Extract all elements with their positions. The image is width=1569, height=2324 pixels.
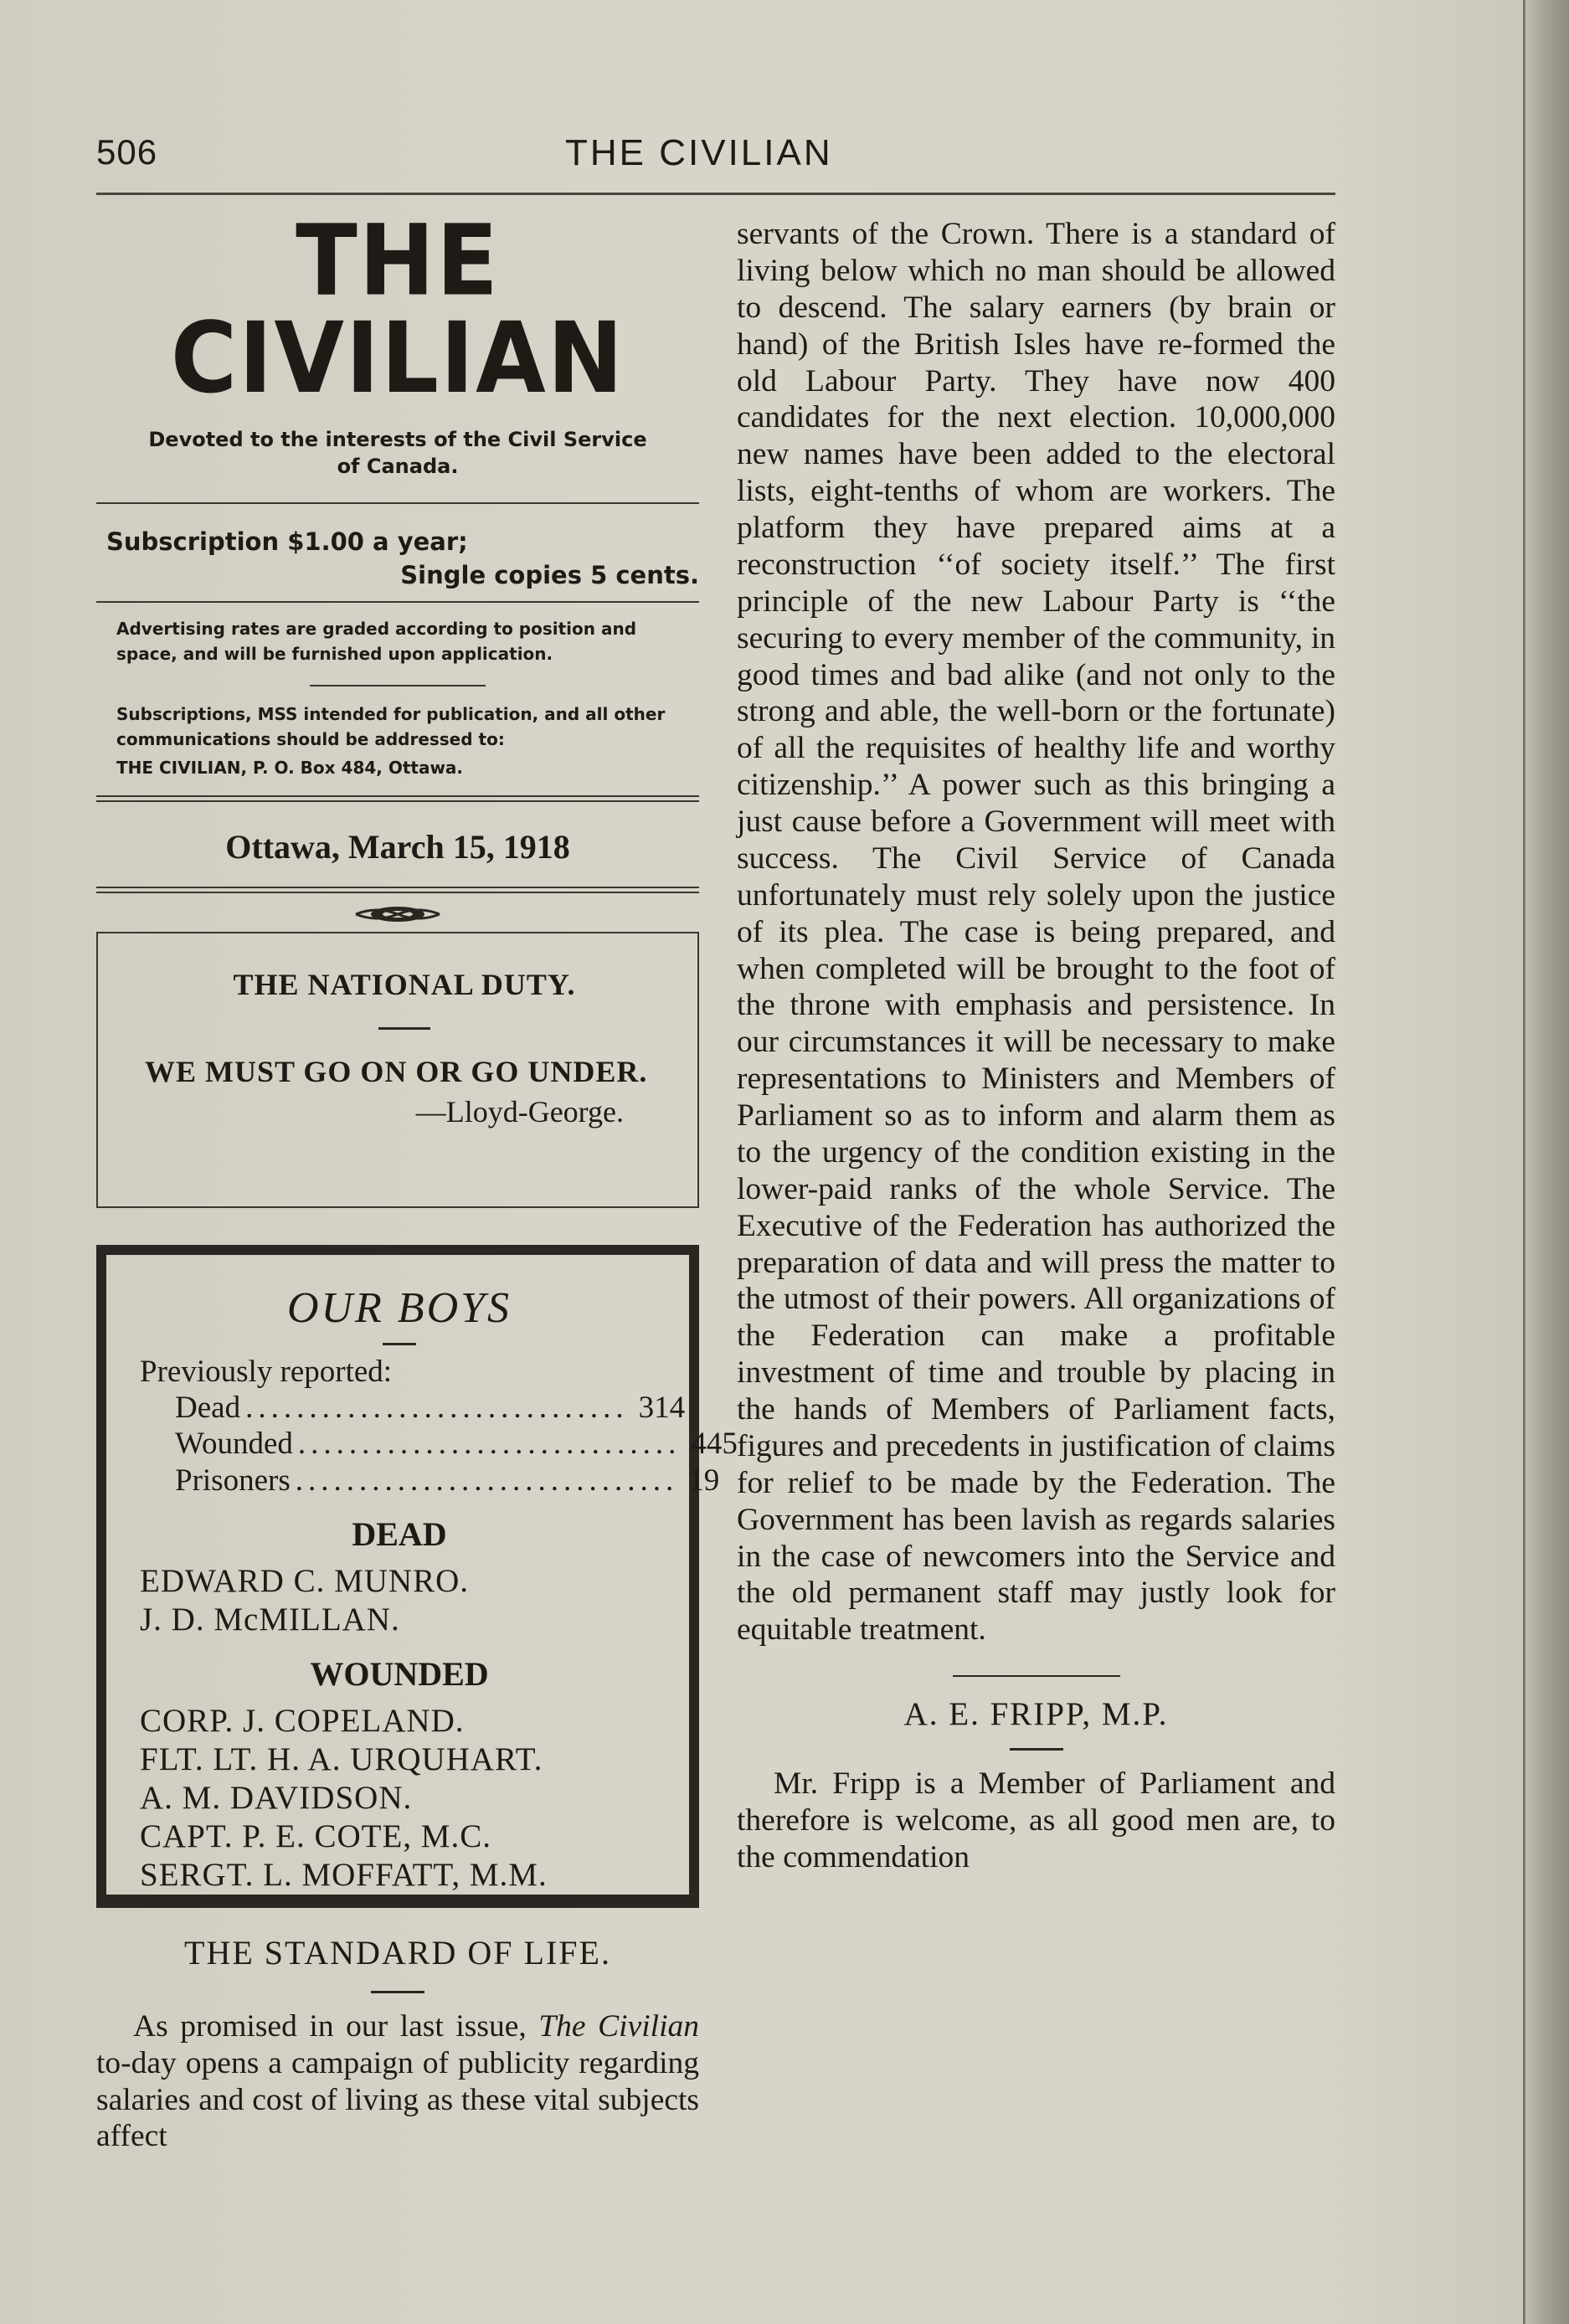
tally-value: 19 (688, 1463, 720, 1499)
single-copy-price: Single copies 5 cents. (400, 560, 699, 589)
leader-dots: .............................. (297, 1427, 682, 1462)
casualty-name: J. D. McMILLAN. (140, 1601, 400, 1638)
standard-of-life-paragraph (96, 2008, 699, 2156)
right-column (737, 216, 1335, 1876)
fripp-divider (1010, 1748, 1063, 1751)
paragraph-rest: to-day opens a campaign of publicity regarding salaries and cost of living as these vital subjects affect (96, 2045, 699, 2154)
left-column (96, 204, 738, 2155)
tally-row (140, 1390, 686, 1427)
binding-gutter (1523, 0, 1569, 2324)
subscription-rule (96, 601, 699, 603)
paragraph-start: As promised in our last issue, (133, 2008, 527, 2044)
wounded-heading: WOUNDED (310, 1654, 489, 1693)
masthead-subtitle (96, 426, 699, 481)
tally-row (140, 1463, 720, 1499)
leader-dots: .............................. (245, 1390, 629, 1425)
casualty-name: CORP. J. COPELAND. (140, 1702, 465, 1739)
casualty-name: CAPT. P. E. COTE, M.C. (140, 1818, 491, 1854)
standard-of-life-continued: servants of the Crown. There is a standard of living below which no man should be allowed to descend. The salary earners (by brain or hand) of the British Isles have re-formed the old Labour Party. They have now 400 candidates for the next election. 10,000,000 new names have been added to the electoral lists, eight-tenths of whom are workers. The platform they have prepared aims at a reconstruction ‘‘of society itself.’’ The first principle of the new Labour Party is ‘‘the securing to every member of the community, in good times and bad alike (and not only to the strong and able, the well-born or the fortunate) of all the requisites of healthy life and worthy citizenship.’’ A power such as this bringing a just cause before a Government will meet with success. The Civil Service of Canada unfortunately must rely solely upon the justice of its plea. The case is being prepared, and when completed will be brought to the foot of the throne with emphasis and persistence. In our circumstances it will be necessary to make representations to Ministers and Members of Parliament so as to inform and alarm them as to the urgency of the condition existing in the lower-paid ranks of the whole Service. The Executive of the Federation has authorized the preparation of data and will press the matter to the utmost of their powers. All organizations of the Federation can make a profitable investment of time and trouble by placing in the hands of Members of Parliament facts, figures and precedents in justification of claims for relief to be made by the Federation. The Government has been lavish as regards salaries in the case of newcomers into the Service and the old permanent staff may justly look for equitable treatment. (737, 217, 1335, 1648)
tally-row (140, 1426, 738, 1463)
national-duty-attribution: —Lloyd-George. (415, 1094, 624, 1129)
national-duty-title: THE NATIONAL DUTY. (233, 967, 576, 1001)
dateline: Ottawa, March 15, 1918 (225, 827, 570, 866)
page-number: 506 (96, 132, 158, 172)
fripp-paragraph: Mr. Fripp is a Member of Parliament and therefore is welcome, as all good men are, to the commendation (737, 1766, 1335, 1874)
note-divider (310, 685, 486, 686)
article-divider (953, 1675, 1120, 1677)
running-head (96, 132, 1335, 183)
leader-dots: .............................. (295, 1463, 679, 1499)
tally-label: Dead (175, 1390, 241, 1425)
dateline-top-rule (96, 795, 699, 802)
running-title: THE CIVILIAN (565, 132, 833, 173)
advertising-note: Advertising rates are graded according to position and space, and will be furnished upon application. (116, 618, 637, 664)
national-duty-quote: WE MUST GO ON OR GO UNDER. (145, 1054, 648, 1088)
dateline-bottom-rule (96, 887, 699, 893)
mailing-address: THE CIVILIAN, P. O. Box 484, Ottawa. (116, 757, 464, 778)
publication-name: The Civilian (538, 2008, 699, 2044)
our-boys-divider (383, 1343, 416, 1345)
casualty-name: FLT. LT. H. A. URQUHART. (140, 1740, 543, 1777)
masthead-subtitle-line2: of Canada. (337, 455, 459, 479)
national-duty-divider (378, 1027, 430, 1030)
our-boys-box (96, 1245, 738, 1908)
our-boys-title: OUR BOYS (286, 1283, 512, 1332)
tally-value: 314 (638, 1390, 686, 1425)
tally-value: 445 (691, 1427, 738, 1462)
national-duty-box (96, 932, 699, 1208)
header-rule (96, 193, 1335, 195)
standard-of-life-divider (371, 1991, 424, 1993)
subscription-price: Subscription $1.00 a year; (106, 527, 468, 556)
casualty-name: EDWARD C. MUNRO. (140, 1562, 470, 1599)
masthead-rule (96, 502, 699, 504)
standard-of-life-title: THE STANDARD OF LIFE. (184, 1933, 611, 1972)
masthead-title: THE CIVILIAN (170, 204, 625, 416)
masthead-subtitle-line1: Devoted to the interests of the Civil Service (148, 428, 647, 451)
tally-label: Wounded (175, 1427, 293, 1462)
dead-heading: DEAD (352, 1514, 447, 1553)
ornament-icon (352, 902, 444, 927)
tally-label: Prisoners (175, 1463, 291, 1499)
casualty-name: SERGT. L. MOFFATT, M.M. (140, 1856, 548, 1893)
address-note: Subscriptions, MSS intended for publication, and all other communications should be addressed to: (116, 703, 666, 749)
casualty-name: A. M. DAVIDSON. (140, 1779, 413, 1816)
fripp-title: A. E. FRIPP, M.P. (903, 1696, 1169, 1733)
previously-reported-label: Previously reported: (140, 1354, 393, 1389)
